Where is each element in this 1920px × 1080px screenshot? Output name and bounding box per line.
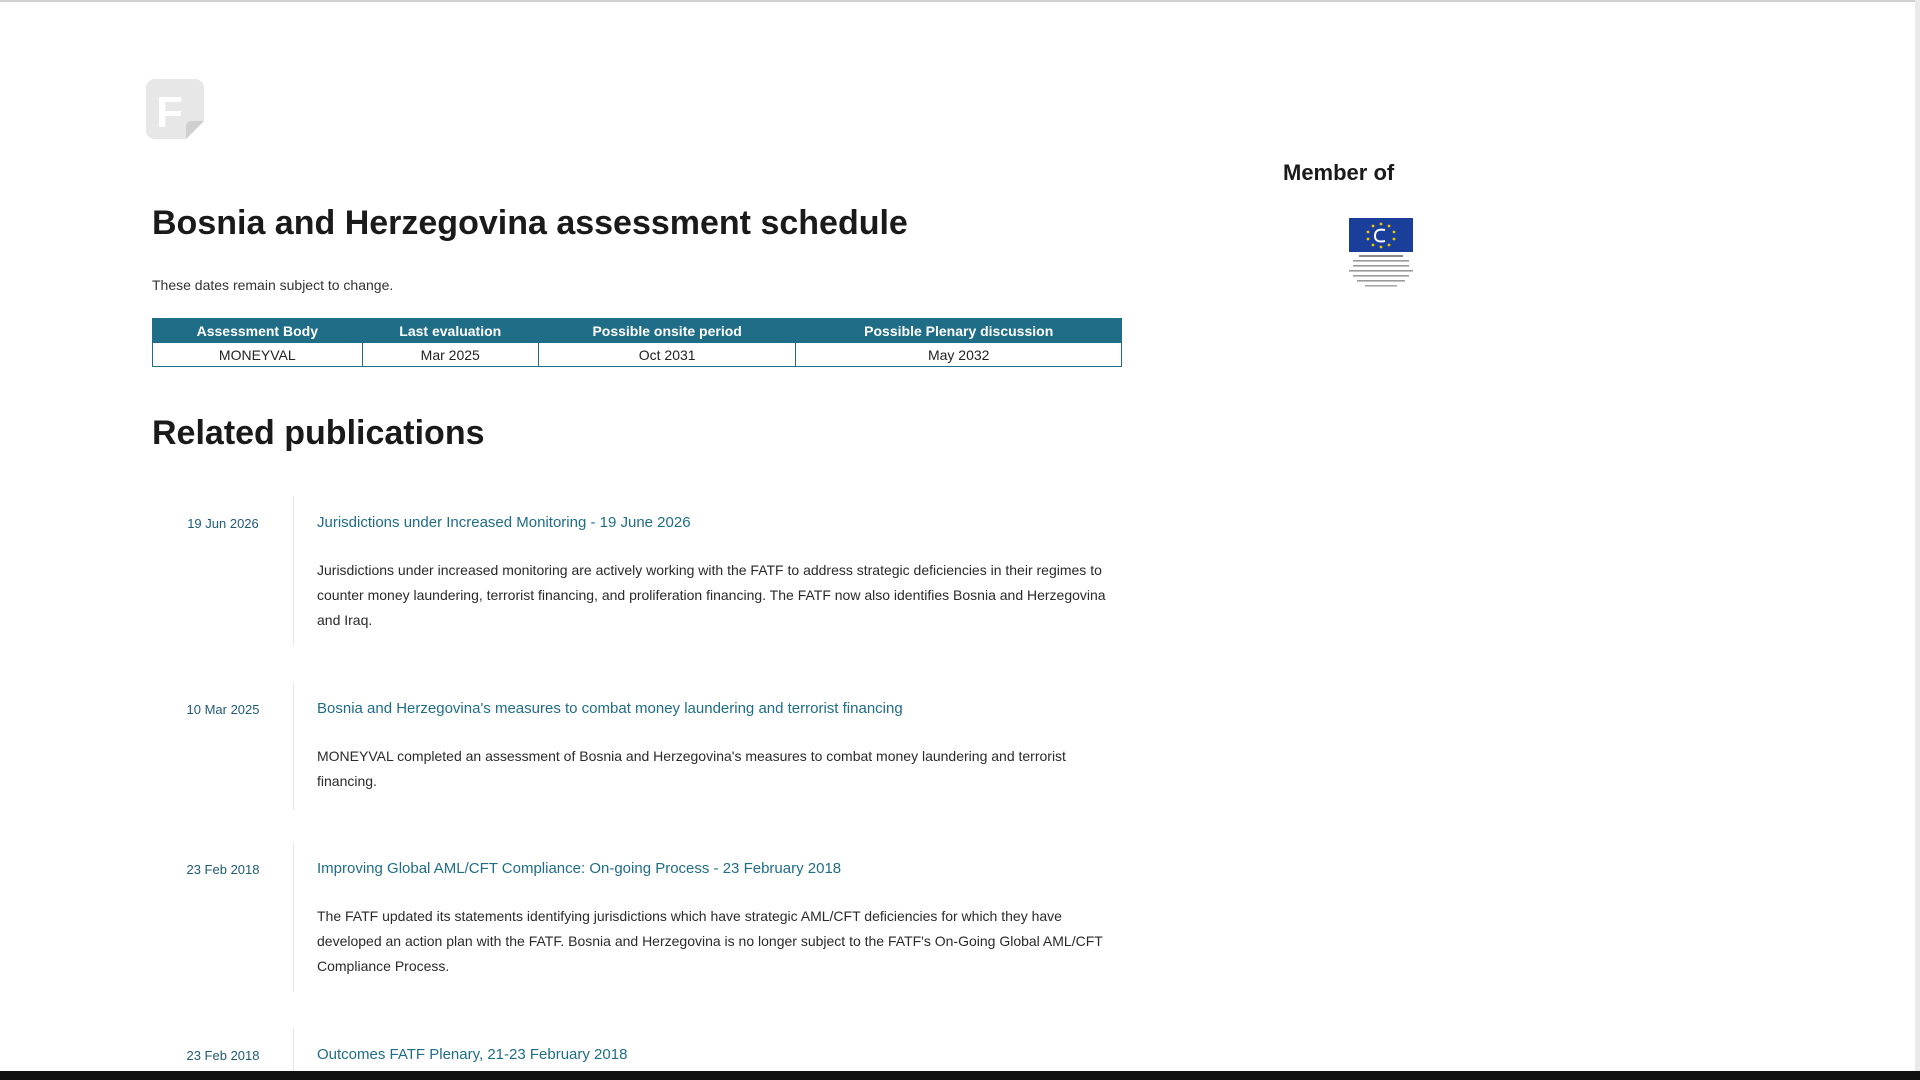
publication-title-link[interactable]: Bosnia and Herzegovina's measures to combat money laundering and terrorist financing bbox=[317, 700, 903, 717]
table-header-cell: Possible onsite period bbox=[538, 319, 796, 343]
publication-item bbox=[152, 682, 1122, 810]
table-header-cell: Possible Plenary discussion bbox=[796, 319, 1122, 343]
table-cell: MONEYVAL bbox=[153, 343, 363, 367]
page-title: Bosnia and Herzegovina assessment schedule bbox=[152, 204, 908, 242]
table-cell: May 2032 bbox=[796, 343, 1122, 367]
assessment-schedule-table bbox=[152, 318, 1122, 367]
publication-divider bbox=[293, 496, 294, 646]
publication-divider bbox=[293, 1028, 294, 1071]
publication-title-link[interactable]: Jurisdictions under Increased Monitoring - 19 June 2026 bbox=[317, 514, 691, 531]
publication-title-link[interactable]: Outcomes FATF Plenary, 21-23 February 2018 bbox=[317, 1046, 628, 1063]
scrollbar-track[interactable] bbox=[1915, 0, 1920, 1080]
main-content bbox=[152, 0, 1122, 1071]
publication-date: 19 Jun 2026 bbox=[187, 516, 259, 531]
svg-text:F: F bbox=[156, 88, 183, 137]
publication-description: The FATF updated its statements identifying jurisdictions which have strategic AML/CFT deficiencies for which they have developed an action plan with the FATF. Bosnia and Herzegovina is no longer subject to the FATF's On-Going Global AML/CFT Compliance Process. bbox=[317, 908, 1103, 974]
bottom-bar bbox=[0, 1071, 1920, 1080]
moneyval-logo-icon[interactable] bbox=[1339, 218, 1423, 298]
publication-date: 23 Feb 2018 bbox=[186, 862, 260, 877]
publication-item bbox=[152, 842, 1122, 992]
table-header-cell: Last evaluation bbox=[362, 319, 538, 343]
publication-divider bbox=[293, 682, 294, 810]
publication-title-link[interactable]: Improving Global AML/CFT Compliance: On-going Process - 23 February 2018 bbox=[317, 860, 842, 877]
table-row bbox=[153, 343, 1122, 367]
member-of-label: Member of bbox=[1283, 160, 1395, 185]
table-header-row bbox=[153, 319, 1122, 343]
table-header-cell: Assessment Body bbox=[153, 319, 363, 343]
publication-item bbox=[152, 496, 1122, 646]
table-cell: Oct 2031 bbox=[538, 343, 796, 367]
table-cell: Mar 2025 bbox=[362, 343, 538, 367]
publication-divider bbox=[293, 842, 294, 992]
publication-item bbox=[152, 1028, 1122, 1071]
publication-date: 10 Mar 2025 bbox=[186, 702, 260, 717]
member-of-panel bbox=[1283, 160, 1403, 186]
publication-description: MONEYVAL completed an assessment of Bosnia and Herzegovina's measures to combat money laundering and terrorist financing. bbox=[317, 748, 1066, 789]
publication-date: 23 Feb 2018 bbox=[186, 1048, 260, 1063]
related-publications-title: Related publications bbox=[152, 414, 485, 452]
schedule-disclaimer: These dates remain subject to change. bbox=[152, 277, 394, 293]
publication-description: Jurisdictions under increased monitoring are actively working with the FATF to address strategic deficiencies in their regimes to counter money laundering, terrorist financing, and proliferation financing. The FATF now also identifies Bosnia and Herzegovina and Iraq. bbox=[317, 562, 1106, 628]
